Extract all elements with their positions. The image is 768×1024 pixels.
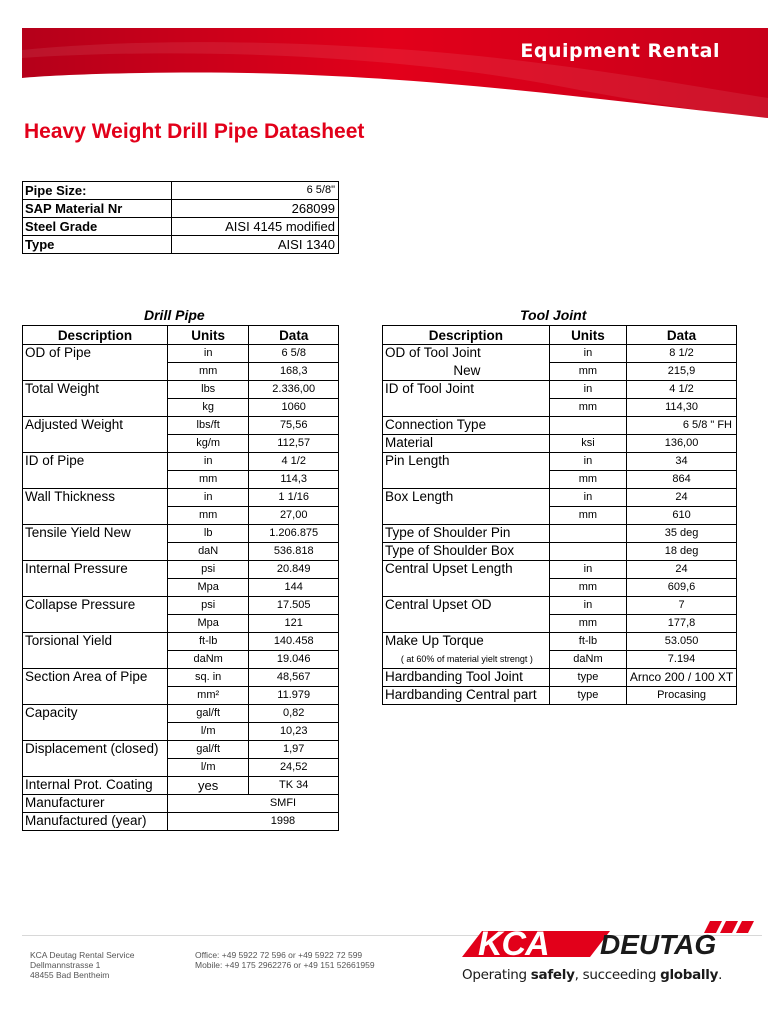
column-header: Data <box>627 326 737 345</box>
row-description-sub: ( at 60% of material yielt strengt ) <box>383 651 550 669</box>
row-value: 6 5/8 " FH <box>627 417 737 435</box>
row-unit: in <box>549 381 626 399</box>
table-row <box>23 525 339 543</box>
row-value: Procasing <box>627 687 737 705</box>
tool-joint-table <box>382 325 737 705</box>
row-description: Type of Shoulder Box <box>383 543 550 561</box>
row-value: 4 1/2 <box>627 381 737 399</box>
table-row <box>23 453 339 471</box>
row-value: 4 1/2 <box>249 453 339 471</box>
row-description: Wall Thickness <box>23 489 168 525</box>
row-description: Type of Shoulder Pin <box>383 525 550 543</box>
row-description: Capacity <box>23 705 168 741</box>
table-row <box>23 795 339 813</box>
office-phone: Office: +49 5922 72 596 or +49 5922 72 599 <box>195 950 363 960</box>
header-banner <box>22 28 768 118</box>
row-unit: mm <box>549 399 626 417</box>
row-value: 11.979 <box>249 687 339 705</box>
row-unit: mm <box>549 507 626 525</box>
row-value: 114,30 <box>627 399 737 417</box>
slogan-part: . <box>718 967 723 983</box>
row-description: Pin Length <box>383 453 550 489</box>
row-unit: kg/m <box>167 435 249 453</box>
row-value: 0,82 <box>249 705 339 723</box>
slogan-part: safely <box>530 967 575 983</box>
row-value: 136,00 <box>627 435 737 453</box>
row-value: 7.194 <box>627 651 737 669</box>
row-value: 18 deg <box>627 543 737 561</box>
row-unit: yes <box>167 777 249 795</box>
table-row <box>23 669 339 687</box>
row-value: 864 <box>627 471 737 489</box>
row-description: Collapse Pressure <box>23 597 168 633</box>
row-unit: l/m <box>167 723 249 741</box>
table-row <box>383 489 737 507</box>
row-unit: psi <box>167 561 249 579</box>
mobile-phone: Mobile: +49 175 2962276 or +49 151 52661959 <box>195 960 375 970</box>
row-unit <box>549 543 626 561</box>
table-row <box>383 651 737 669</box>
row-unit: Mpa <box>167 579 249 597</box>
row-value: 114,3 <box>249 471 339 489</box>
tool-joint-title: Tool Joint <box>520 307 587 323</box>
table-row <box>383 435 737 453</box>
row-description: OD of Tool Joint <box>383 345 550 363</box>
row-value: 17.505 <box>249 597 339 615</box>
table-row <box>23 182 339 200</box>
row-description: Box Length <box>383 489 550 525</box>
drill-pipe-table <box>22 325 339 831</box>
row-description: Material <box>383 435 550 453</box>
logo-kca: KCA <box>478 925 549 963</box>
row-value: 112,57 <box>249 435 339 453</box>
row-description: Displacement (closed) <box>23 741 168 777</box>
row-description: Internal Prot. Coating <box>23 777 168 795</box>
row-unit: lbs <box>167 381 249 399</box>
row-description: Section Area of Pipe <box>23 669 168 705</box>
row-unit: in <box>549 561 626 579</box>
row-value: 27,00 <box>249 507 339 525</box>
table-row <box>23 561 339 579</box>
logo-deutag: DEUTAG <box>600 929 717 960</box>
row-description-sub: New <box>383 363 550 381</box>
kca-deutag-logo <box>460 915 760 995</box>
table-row <box>383 363 737 381</box>
row-unit: in <box>549 453 626 471</box>
slogan <box>462 967 722 983</box>
table-row <box>23 200 339 218</box>
page-title: Heavy Weight Drill Pipe Datasheet <box>24 120 365 143</box>
row-unit: type <box>549 669 626 687</box>
row-unit: mm <box>167 363 249 381</box>
row-value: 1,97 <box>249 741 339 759</box>
row-unit: lbs/ft <box>167 417 249 435</box>
row-value: 35 deg <box>627 525 737 543</box>
row-value: 144 <box>249 579 339 597</box>
row-unit: sq. in <box>167 669 249 687</box>
footer-address <box>30 950 134 980</box>
row-unit: daNm <box>549 651 626 669</box>
row-value: 8 1/2 <box>627 345 737 363</box>
table-row <box>23 741 339 759</box>
table-row <box>23 777 339 795</box>
info-value: AISI 1340 <box>172 236 339 254</box>
row-value: 536.818 <box>249 543 339 561</box>
row-value: 20.849 <box>249 561 339 579</box>
table-header-row <box>383 326 737 345</box>
table-row <box>383 597 737 615</box>
table-row <box>23 813 339 831</box>
table-row <box>383 687 737 705</box>
table-row <box>383 633 737 651</box>
row-value: 6 5/8 <box>249 345 339 363</box>
row-description: Tensile Yield New <box>23 525 168 561</box>
row-unit: Mpa <box>167 615 249 633</box>
row-value: 168,3 <box>249 363 339 381</box>
row-unit: kg <box>167 399 249 417</box>
table-row <box>383 381 737 399</box>
row-value: SMFI <box>167 795 338 813</box>
row-unit: ksi <box>549 435 626 453</box>
row-description: ID of Pipe <box>23 453 168 489</box>
row-value: 1060 <box>249 399 339 417</box>
row-description: Connection Type <box>383 417 550 435</box>
row-value: 610 <box>627 507 737 525</box>
row-unit: type <box>549 687 626 705</box>
row-description: Total Weight <box>23 381 168 417</box>
row-value: 121 <box>249 615 339 633</box>
row-unit <box>549 417 626 435</box>
row-unit: in <box>167 345 249 363</box>
row-unit: mm <box>549 471 626 489</box>
row-value: 75,56 <box>249 417 339 435</box>
column-header: Data <box>249 326 339 345</box>
table-row <box>383 453 737 471</box>
row-description: Adjusted Weight <box>23 417 168 453</box>
row-unit: in <box>549 489 626 507</box>
table-row <box>23 705 339 723</box>
row-value: 24 <box>627 561 737 579</box>
info-value: 6 5/8" <box>172 182 339 200</box>
drill-pipe-title: Drill Pipe <box>144 307 205 323</box>
row-value: Arnco 200 / 100 XT <box>627 669 737 687</box>
slogan-part: Operating <box>462 967 531 983</box>
slogan-part: globally <box>660 967 719 983</box>
row-unit: gal/ft <box>167 705 249 723</box>
row-value: 48,567 <box>249 669 339 687</box>
table-row <box>383 543 737 561</box>
row-unit: mm <box>167 471 249 489</box>
row-description: Central Upset Length <box>383 561 550 597</box>
table-row <box>23 218 339 236</box>
table-row <box>23 381 339 399</box>
row-description: Torsional Yield <box>23 633 168 669</box>
info-value: AISI 4145 modified <box>172 218 339 236</box>
row-value: 140.458 <box>249 633 339 651</box>
info-label: Type <box>23 236 172 254</box>
row-unit: in <box>549 345 626 363</box>
row-value: 34 <box>627 453 737 471</box>
row-unit: ft-lb <box>167 633 249 651</box>
row-value: 53.050 <box>627 633 737 651</box>
row-description: Hardbanding Tool Joint <box>383 669 550 687</box>
row-unit: in <box>167 453 249 471</box>
table-row <box>383 417 737 435</box>
table-header-row <box>23 326 339 345</box>
table-row <box>23 489 339 507</box>
table-row <box>383 561 737 579</box>
row-value: 7 <box>627 597 737 615</box>
info-label: Pipe Size: <box>23 182 172 200</box>
table-row <box>383 669 737 687</box>
info-label: SAP Material Nr <box>23 200 172 218</box>
row-unit: lb <box>167 525 249 543</box>
row-unit: mm <box>549 363 626 381</box>
row-value: TK 34 <box>249 777 339 795</box>
column-header: Units <box>549 326 626 345</box>
city: 48455 Bad Bentheim <box>30 970 110 980</box>
row-unit: daN <box>167 543 249 561</box>
company-name: KCA Deutag Rental Service <box>30 950 135 960</box>
row-value: 24,52 <box>249 759 339 777</box>
row-unit: mm <box>549 615 626 633</box>
row-value: 609,6 <box>627 579 737 597</box>
footer-contact <box>195 950 375 970</box>
row-value: 1998 <box>167 813 338 831</box>
row-description: Central Upset OD <box>383 597 550 633</box>
row-unit: mm <box>167 507 249 525</box>
row-unit: psi <box>167 597 249 615</box>
row-value: 215,9 <box>627 363 737 381</box>
table-row <box>23 633 339 651</box>
row-unit: in <box>549 597 626 615</box>
row-unit: ft-lb <box>549 633 626 651</box>
row-unit <box>549 525 626 543</box>
column-header: Description <box>23 326 168 345</box>
row-description: Manufactured (year) <box>23 813 168 831</box>
banner-title: Equipment Rental <box>520 40 720 62</box>
row-unit: l/m <box>167 759 249 777</box>
row-value: 2.336,00 <box>249 381 339 399</box>
slogan-part: , succeeding <box>574 967 661 983</box>
table-row <box>23 236 339 254</box>
row-unit: daNm <box>167 651 249 669</box>
row-unit: in <box>167 489 249 507</box>
row-description: Internal Pressure <box>23 561 168 597</box>
row-description: Make Up Torque <box>383 633 550 651</box>
pipe-info-table <box>22 181 339 254</box>
info-label: Steel Grade <box>23 218 172 236</box>
street: Dellmannstrasse 1 <box>30 960 101 970</box>
table-row <box>23 597 339 615</box>
row-unit: mm <box>549 579 626 597</box>
row-value: 10,23 <box>249 723 339 741</box>
row-description: Hardbanding Central part <box>383 687 550 705</box>
info-value: 268099 <box>172 200 339 218</box>
row-value: 1.206.875 <box>249 525 339 543</box>
row-unit: mm² <box>167 687 249 705</box>
table-row <box>383 525 737 543</box>
row-value: 19.046 <box>249 651 339 669</box>
row-unit: gal/ft <box>167 741 249 759</box>
table-row <box>23 345 339 363</box>
row-value: 177,8 <box>627 615 737 633</box>
table-row <box>23 417 339 435</box>
row-value: 1 1/16 <box>249 489 339 507</box>
row-description: ID of Tool Joint <box>383 381 550 417</box>
row-description: OD of Pipe <box>23 345 168 381</box>
row-value: 24 <box>627 489 737 507</box>
column-header: Units <box>167 326 249 345</box>
table-row <box>383 345 737 363</box>
column-header: Description <box>383 326 550 345</box>
row-description: Manufacturer <box>23 795 168 813</box>
